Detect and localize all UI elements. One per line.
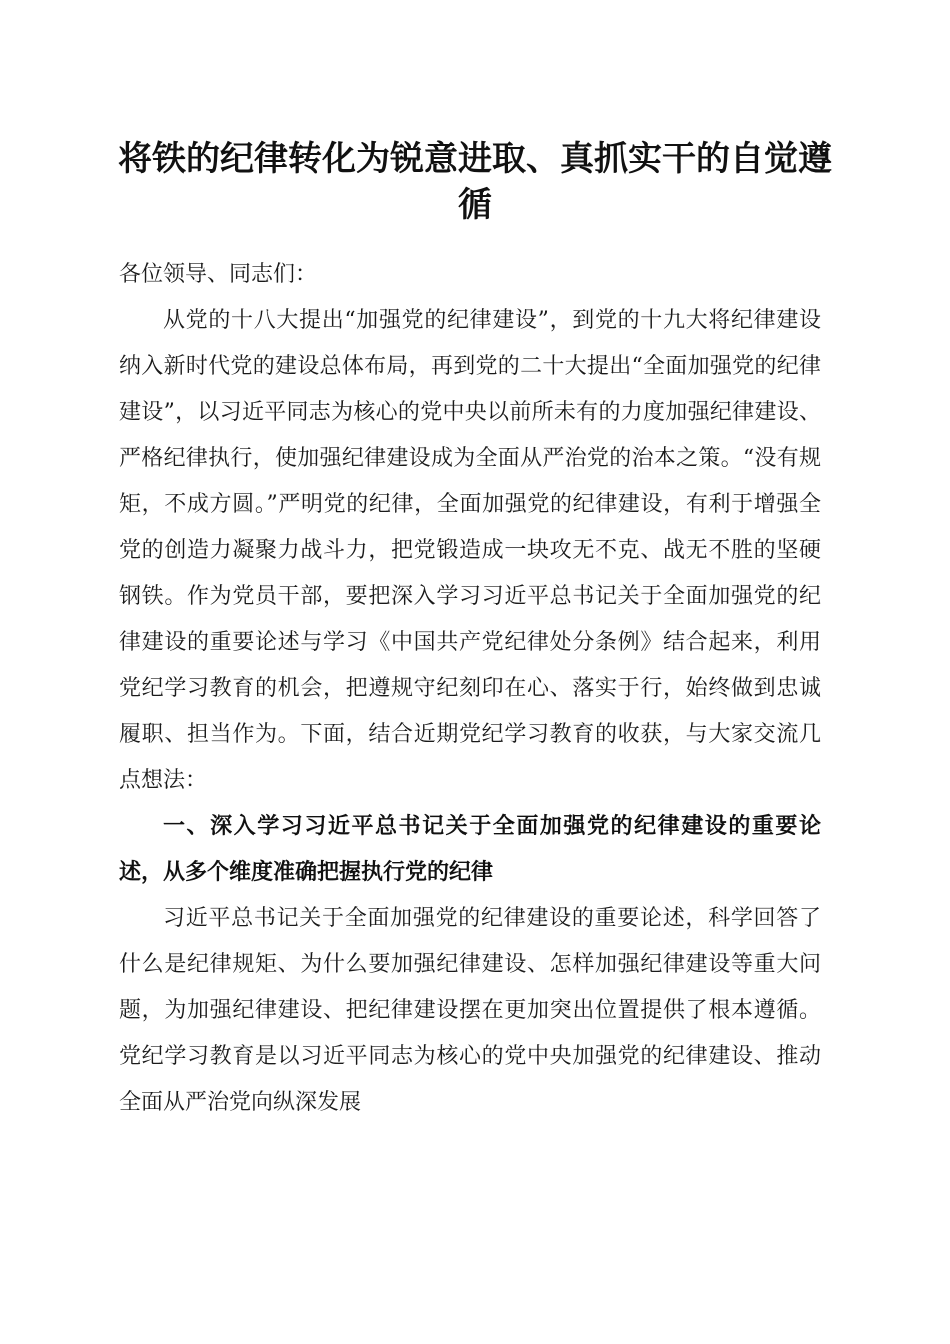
document-title: 将铁的纪律转化为锐意进取、真抓实干的自觉遵循 [118, 139, 832, 225]
section-heading-1: 一、深入学习习近平总书记关于全面加强党的纪律建设的重要论述，从多个维度准确把握执行党的纪律 [119, 814, 821, 885]
document-body [119, 252, 821, 1126]
salutation: 各位领导、同志们： [119, 262, 318, 287]
paragraph-section-1: 习近平总书记关于全面加强党的纪律建设的重要论述，科学回答了什么是纪律规矩、为什么要加强纪律建设、怎样加强纪律建设等重大问题，为加强纪律建设、把纪律建设摆在更加突出位置提供了根本遵循。党纪学习教育是以习近平同志为核心的党中央加强党的纪律建设、推动全面从严治党向纵深发展 [119, 906, 821, 1115]
paragraph-intro: 从党的十八大提出“加强党的纪律建设”，到党的十九大将纪律建设纳入新时代党的建设总体布局，再到党的二十大提出“全面加强党的纪律建设”，以习近平同志为核心的党中央以前所未有的力度加强纪律建设、严格纪律执行，使加强纪律建设成为全面从严治党的治本之策。“没有规矩，不成方圆。”严明党的纪律，全面加强党的纪律建设，有利于增强全党的创造力凝聚力战斗力，把党锻造成一块攻无不克、战无不胜的坚硬钢铁。作为党员干部，要把深入学习习近平总书记关于全面加强党的纪律建设的重要论述与学习《中国共产党纪律处分条例》结合起来，利用党纪学习教育的机会，把遵规守纪刻印在心、落实于行，始终做到忠诚履职、担当作为。下面，结合近期党纪学习教育的收获，与大家交流几点想法： [119, 308, 821, 793]
